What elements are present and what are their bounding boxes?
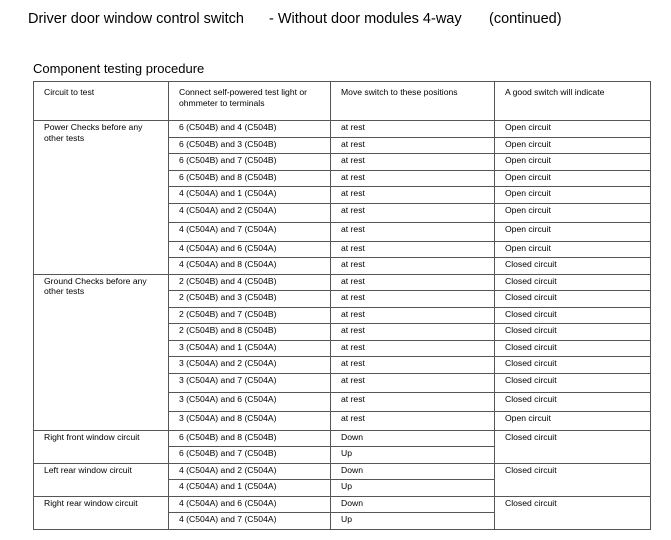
position-cell: at rest xyxy=(331,307,495,324)
component-testing-table xyxy=(33,81,651,530)
indicate-cell: Closed circuit xyxy=(495,373,651,392)
column-header: Connect self-powered test light or ohmmeter to terminals xyxy=(169,82,331,121)
position-cell: at rest xyxy=(331,187,495,204)
terminals-cell: 4 (C504A) and 6 (C504A) xyxy=(169,241,331,258)
position-cell: at rest xyxy=(331,373,495,392)
indicate-cell: Closed circuit xyxy=(495,463,651,496)
terminals-cell: 3 (C504A) and 2 (C504A) xyxy=(169,357,331,374)
terminals-cell: 2 (C504B) and 4 (C504B) xyxy=(169,274,331,291)
terminals-cell: 6 (C504B) and 7 (C504B) xyxy=(169,447,331,464)
table-row xyxy=(34,496,651,513)
circuit-cell: Left rear window circuit xyxy=(34,463,169,496)
position-cell: Down xyxy=(331,463,495,480)
circuit-cell: Right rear window circuit xyxy=(34,496,169,529)
position-cell: Up xyxy=(331,480,495,497)
indicate-cell: Closed circuit xyxy=(495,258,651,275)
indicate-cell: Open circuit xyxy=(495,241,651,258)
terminals-cell: 4 (C504A) and 2 (C504A) xyxy=(169,463,331,480)
position-cell: at rest xyxy=(331,340,495,357)
position-cell: Up xyxy=(331,447,495,464)
terminals-cell: 3 (C504A) and 1 (C504A) xyxy=(169,340,331,357)
position-cell: Up xyxy=(331,513,495,530)
position-cell: at rest xyxy=(331,357,495,374)
table-row xyxy=(34,274,651,291)
circuit-cell: Power Checks before any other tests xyxy=(34,121,169,275)
indicate-cell: Closed circuit xyxy=(495,274,651,291)
terminals-cell: 6 (C504B) and 8 (C504B) xyxy=(169,430,331,447)
indicate-cell: Open circuit xyxy=(495,187,651,204)
page-variant: - Without door modules 4-way xyxy=(269,11,462,27)
position-cell: at rest xyxy=(331,154,495,171)
position-cell: at rest xyxy=(331,258,495,275)
table-row xyxy=(34,430,651,447)
terminals-cell: 4 (C504A) and 7 (C504A) xyxy=(169,513,331,530)
position-cell: at rest xyxy=(331,291,495,308)
position-cell: at rest xyxy=(331,203,495,222)
terminals-cell: 4 (C504A) and 1 (C504A) xyxy=(169,480,331,497)
position-cell: at rest xyxy=(331,241,495,258)
indicate-cell: Closed circuit xyxy=(495,324,651,341)
indicate-cell: Closed circuit xyxy=(495,307,651,324)
indicate-cell: Closed circuit xyxy=(495,357,651,374)
terminals-cell: 4 (C504A) and 7 (C504A) xyxy=(169,222,331,241)
continued-note: (continued) xyxy=(489,11,562,27)
terminals-cell: 2 (C504B) and 3 (C504B) xyxy=(169,291,331,308)
position-cell: Down xyxy=(331,430,495,447)
indicate-cell: Closed circuit xyxy=(495,392,651,411)
position-cell: at rest xyxy=(331,137,495,154)
indicate-cell: Closed circuit xyxy=(495,496,651,529)
column-header: Circuit to test xyxy=(34,82,169,121)
indicate-cell: Open circuit xyxy=(495,121,651,138)
terminals-cell: 6 (C504B) and 3 (C504B) xyxy=(169,137,331,154)
terminals-cell: 3 (C504A) and 7 (C504A) xyxy=(169,373,331,392)
indicate-cell: Closed circuit xyxy=(495,340,651,357)
indicate-cell: Open circuit xyxy=(495,137,651,154)
position-cell: at rest xyxy=(331,121,495,138)
terminals-cell: 4 (C504A) and 1 (C504A) xyxy=(169,187,331,204)
terminals-cell: 3 (C504A) and 6 (C504A) xyxy=(169,392,331,411)
position-cell: at rest xyxy=(331,324,495,341)
circuit-cell: Right front window circuit xyxy=(34,430,169,463)
column-header: Move switch to these positions xyxy=(331,82,495,121)
indicate-cell: Open circuit xyxy=(495,154,651,171)
terminals-cell: 4 (C504A) and 2 (C504A) xyxy=(169,203,331,222)
position-cell: Down xyxy=(331,496,495,513)
indicate-cell: Open circuit xyxy=(495,411,651,430)
indicate-cell: Open circuit xyxy=(495,203,651,222)
terminals-cell: 4 (C504A) and 6 (C504A) xyxy=(169,496,331,513)
position-cell: at rest xyxy=(331,274,495,291)
position-cell: at rest xyxy=(331,170,495,187)
table-header-row xyxy=(34,82,651,121)
indicate-cell: Closed circuit xyxy=(495,430,651,463)
terminals-cell: 6 (C504B) and 7 (C504B) xyxy=(169,154,331,171)
position-cell: at rest xyxy=(331,411,495,430)
table-row xyxy=(34,463,651,480)
terminals-cell: 2 (C504B) and 7 (C504B) xyxy=(169,307,331,324)
table-row xyxy=(34,121,651,138)
table-body xyxy=(34,121,651,530)
terminals-cell: 4 (C504A) and 8 (C504A) xyxy=(169,258,331,275)
position-cell: at rest xyxy=(331,222,495,241)
indicate-cell: Open circuit xyxy=(495,222,651,241)
circuit-cell: Ground Checks before any other tests xyxy=(34,274,169,430)
terminals-cell: 2 (C504B) and 8 (C504B) xyxy=(169,324,331,341)
page-title: Driver door window control switch xyxy=(28,11,244,27)
column-header: A good switch will indicate xyxy=(495,82,651,121)
indicate-cell: Closed circuit xyxy=(495,291,651,308)
position-cell: at rest xyxy=(331,392,495,411)
terminals-cell: 6 (C504B) and 4 (C504B) xyxy=(169,121,331,138)
indicate-cell: Open circuit xyxy=(495,170,651,187)
terminals-cell: 3 (C504A) and 8 (C504A) xyxy=(169,411,331,430)
terminals-cell: 6 (C504B) and 8 (C504B) xyxy=(169,170,331,187)
section-title: Component testing procedure xyxy=(33,61,205,76)
